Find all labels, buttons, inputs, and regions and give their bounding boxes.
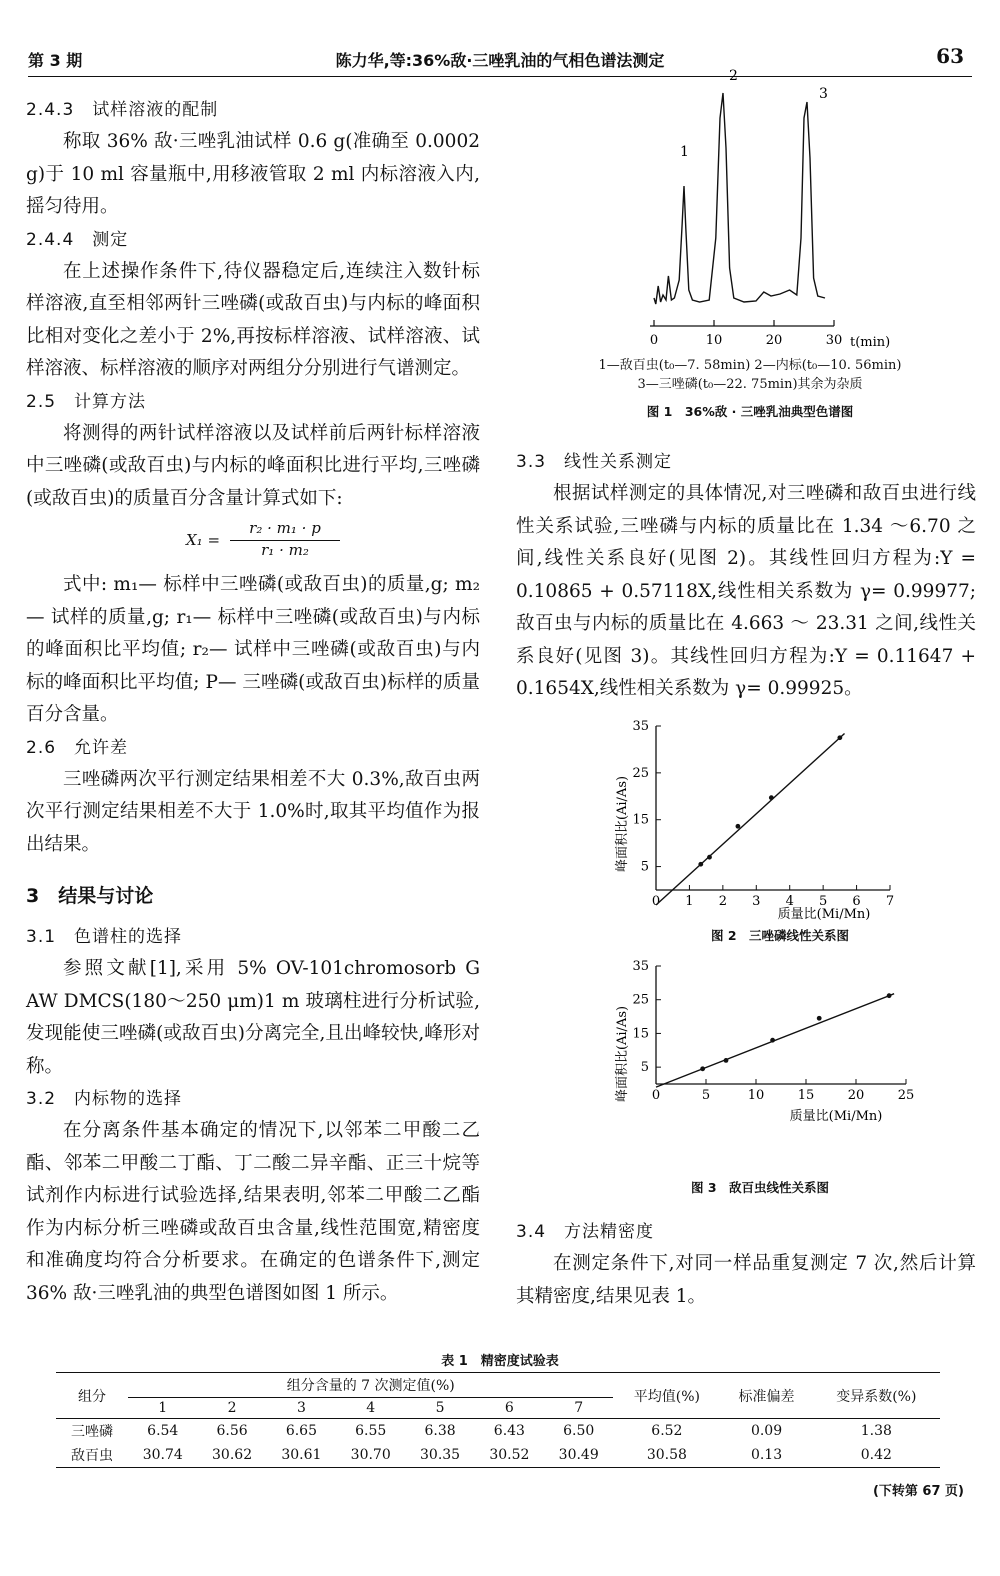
section-2-6-title: 2.6 允许差 xyxy=(26,737,129,758)
section-3-title: 3 结果与讨论 xyxy=(26,885,154,907)
peak-labels xyxy=(680,68,828,160)
y-tick-label: 15 xyxy=(632,812,649,828)
y-tick-label: 5 xyxy=(640,859,649,875)
x-tick-label: 30 xyxy=(825,333,843,348)
run-header: 5 xyxy=(405,1398,474,1419)
section-3-3-text: 根据试样测定的具体情况,对三唑磷和敌百虫进行线性关系试验,三唑磷与内标的质量比在 1.34 ～6.70 之间,线性关系良好(见图 2)。其线性回归方程为:Y = 0.10865 + 0.57118X,线性相关系数为 γ= 0.99977;敌百虫与内标的质量比在 4.663 ～ 23.31 之间,线性关系良好(见图 3)。其线性回归方程为:Y = 0.11647 + 0.1654X,线性相关系数为 γ= 0.99925。 xyxy=(516,483,976,699)
y-tick-label: 5 xyxy=(640,1060,649,1076)
x-tick-label: 4 xyxy=(785,894,794,909)
col-header-sd: 标准偏差 xyxy=(720,1373,812,1419)
y-axis-label: 峰面积比(Ai/As) xyxy=(615,1005,630,1103)
x-tick-label: 2 xyxy=(718,894,727,909)
page-number: 63 xyxy=(936,44,964,68)
table-cell: 30.52 xyxy=(475,1443,544,1468)
table-row xyxy=(56,1419,940,1444)
table-1-title: 表 1 精密度试验表 xyxy=(441,1354,559,1369)
x-axis-label: t(min) xyxy=(850,335,891,350)
sd-cell: 0.13 xyxy=(720,1443,812,1468)
x-tick-label: 20 xyxy=(765,333,783,348)
data-point xyxy=(837,735,842,740)
x-tick-label: 6 xyxy=(852,894,861,909)
section-2-4-4-text: 在上述操作条件下,待仪器稳定后,连续注入数针标样溶液,直至相邻两针三唑磷(或敌百虫)与内标的峰面积比相对变化之差小于 2%,再按标样溶液、试样溶液、试样溶液、标样溶液的顺序对两组分分别进行气谱测定。 xyxy=(26,260,480,379)
section-3-2-text: 在分离条件基本确定的情况下,以邻苯二甲酸二乙酯、邻苯二甲酸二丁酯、丁二酸二异辛酯、正三十烷等试剂作内标进行试验选择,结果表明,邻苯二甲酸二乙酯作为内标分析三唑磷或敌百虫含量,线性范围宽,精密度和准确度均符合分析要求。在确定的色谱条件下,测定 36% 敌·三唑乳油的典型色谱图如图 1 所示。 xyxy=(26,1120,480,1304)
col-header-values: 组分含量的 7 次测定值(%) xyxy=(128,1373,613,1398)
data-point xyxy=(887,993,892,998)
y-tick-label: 35 xyxy=(632,719,649,734)
x-tick-label: 15 xyxy=(797,1088,815,1103)
regression-line xyxy=(656,994,894,1087)
data-point xyxy=(707,855,712,860)
y-tick-label: 25 xyxy=(632,765,649,781)
col-header-group: 组分 xyxy=(56,1373,128,1419)
legend-line-2: 3—三唑磷(t₀—22. 75min)其余为杂质 xyxy=(637,377,863,392)
right-column-top xyxy=(516,446,976,706)
run-header: 4 xyxy=(336,1398,405,1419)
data-point xyxy=(770,1038,775,1043)
x-tick-label: 5 xyxy=(819,894,828,909)
formula-lhs: X₁ = xyxy=(186,531,221,549)
y-tick-label: 35 xyxy=(632,959,649,974)
data-point xyxy=(769,795,774,800)
figure-1-legend xyxy=(540,356,960,394)
x-axis-label: 质量比(Mi/Mn) xyxy=(789,1109,883,1124)
continued-note: (下转第 67 页) xyxy=(872,1484,964,1499)
table-cell: 6.54 xyxy=(147,1423,179,1439)
peak-label: 1 xyxy=(680,144,689,160)
section-2-5-where: 式中: m₁— 标样中三唑磷(或敌百虫)的质量,g; m₂— 试样的质量,g; r₁— 标样中三唑磷(或敌百虫)与内标的峰面积比平均值; r₂— 试样中三唑磷(或敌百虫)与内标的峰面积比平均值; P— 三唑磷(或敌百虫)标样的质量百分含量。 xyxy=(26,574,480,725)
y-tick-label: 25 xyxy=(632,992,649,1008)
table-cell: 6.55 xyxy=(355,1423,387,1439)
section-2-6-text: 三唑磷两次平行测定结果相差不大 0.3%,敌百虫两次平行测定结果相差不大于 1.0%时,取其平均值作为报出结果。 xyxy=(26,768,480,855)
y-axis-label: 峰面积比(Ai/As) xyxy=(615,775,630,873)
table-cell: 6.50 xyxy=(563,1423,595,1439)
col-header-cv: 变异系数(%) xyxy=(813,1373,940,1419)
section-3-4-title: 3.4 方法精密度 xyxy=(516,1222,655,1242)
section-2-5-title: 2.5 计算方法 xyxy=(26,391,147,412)
row-label: 三唑磷 xyxy=(71,1424,114,1440)
figure-3-plot xyxy=(600,954,920,1168)
precision-table xyxy=(56,1372,940,1468)
run-header: 6 xyxy=(475,1398,544,1419)
figure-1-caption: 图 1 36%敌 · 三唑乳油典型色谱图 xyxy=(646,404,854,419)
left-column xyxy=(26,94,480,1310)
table-cell: 6.38 xyxy=(424,1423,456,1439)
mean-cell: 6.52 xyxy=(651,1423,683,1439)
figure-2-plot xyxy=(600,714,920,924)
cv-cell: 1.38 xyxy=(860,1423,892,1439)
table-body xyxy=(56,1419,940,1468)
running-title: 陈力华,等:36%敌·三唑乳油的气相色谱法测定 xyxy=(335,51,665,70)
section-3-2-title: 3.2 内标物的选择 xyxy=(26,1089,183,1109)
row-label: 敌百虫 xyxy=(56,1443,128,1468)
data-point xyxy=(736,824,741,829)
data-point xyxy=(700,1066,705,1071)
table-cell: 30.62 xyxy=(197,1443,266,1468)
section-3-4-text: 在测定条件下,对同一样品重复测定 7 次,然后计算其精密度,结果见表 1。 xyxy=(516,1253,976,1307)
formula-denominator: r₁ · m₂ xyxy=(261,541,309,559)
regression-line xyxy=(656,733,845,905)
table-cell: 6.56 xyxy=(216,1423,248,1439)
formula-numerator: r₂ · m₁ · p xyxy=(249,519,321,537)
cv-cell: 0.42 xyxy=(813,1443,940,1468)
legend-line-1: 1—敌百虫(t₀—7. 58min) 2—内标(t₀—10. 56min) xyxy=(598,358,902,373)
table-row xyxy=(56,1443,940,1468)
x-axis-ticks xyxy=(650,320,842,348)
section-3-1-title: 3.1 色谱柱的选择 xyxy=(26,927,183,947)
run-header: 2 xyxy=(197,1398,266,1419)
x-tick-label: 1 xyxy=(685,894,694,909)
section-2-5-text: 将测得的两针试样溶液以及试样前后两针标样溶液中三唑磷(或敌百虫)与内标的峰面积比进行平均,三唑磷(或敌百虫)的质量百分含量计算式如下: xyxy=(26,422,480,509)
section-2-4-3-title: 2.4.3 试样溶液的配制 xyxy=(26,100,219,120)
table-cell: 6.43 xyxy=(493,1423,525,1439)
section-2-4-3-text: 称取 36% 敌·三唑乳油试样 0.6 g(准确至 0.0002 g)于 10 ml 容量瓶中,用移液管取 2 ml 内标溶液入内,摇匀待用。 xyxy=(26,131,480,217)
col-header-mean: 平均值(%) xyxy=(613,1373,720,1419)
peak-label: 2 xyxy=(729,68,738,84)
table-cell: 6.65 xyxy=(285,1423,317,1439)
section-2-4-4-title: 2.4.4 测定 xyxy=(26,229,129,250)
table-cell: 30.49 xyxy=(544,1443,613,1468)
figure-2-caption: 图 2 三唑磷线性关系图 xyxy=(710,928,850,943)
data-point xyxy=(724,1058,729,1063)
x-tick-label: 10 xyxy=(705,333,723,348)
figure-3-caption: 图 3 敌百虫线性关系图 xyxy=(690,1180,830,1195)
data-point xyxy=(817,1016,822,1021)
x-tick-label: 25 xyxy=(897,1088,915,1103)
table-cell: 30.74 xyxy=(128,1443,197,1468)
run-header: 3 xyxy=(267,1398,336,1419)
chromatogram-trace xyxy=(654,93,825,304)
x-tick-label: 0 xyxy=(651,1088,661,1103)
mean-cell: 30.58 xyxy=(613,1443,720,1468)
peak-label: 3 xyxy=(819,86,828,102)
section-3-3-title: 3.3 线性关系测定 xyxy=(516,452,673,472)
x-axis-label: 质量比(Mi/Mn) xyxy=(777,907,871,922)
issue-label: 第 3 期 xyxy=(28,51,83,70)
section-3-1-text: 参照文献[1],采用 5% OV-101chromosorb G AW DMCS(180～250 μm)1 m 玻璃柱进行分析试验,发现能使三唑磷(或敌百虫)分离完全,且出峰较快,峰形对称。 xyxy=(26,958,480,1077)
figure-1-chromatogram xyxy=(636,68,916,350)
formula xyxy=(186,519,480,563)
x-tick-label: 20 xyxy=(847,1088,865,1103)
x-tick-label: 0 xyxy=(651,894,661,909)
x-tick-label: 7 xyxy=(885,894,895,909)
table-cell: 30.61 xyxy=(267,1443,336,1468)
x-tick-label: 10 xyxy=(747,1088,765,1103)
data-point xyxy=(698,862,703,867)
header-rule xyxy=(28,76,972,77)
y-tick-label: 15 xyxy=(632,1026,649,1042)
right-column-bottom xyxy=(516,1216,976,1313)
table-cell: 30.35 xyxy=(405,1443,474,1468)
run-header: 1 xyxy=(128,1398,197,1419)
x-tick-label: 5 xyxy=(701,1088,711,1103)
table-cell: 30.70 xyxy=(336,1443,405,1468)
x-tick-label: 0 xyxy=(649,333,659,348)
x-tick-label: 3 xyxy=(752,894,761,909)
running-header xyxy=(28,44,972,74)
run-header: 7 xyxy=(544,1398,613,1419)
sd-cell: 0.09 xyxy=(750,1423,783,1439)
